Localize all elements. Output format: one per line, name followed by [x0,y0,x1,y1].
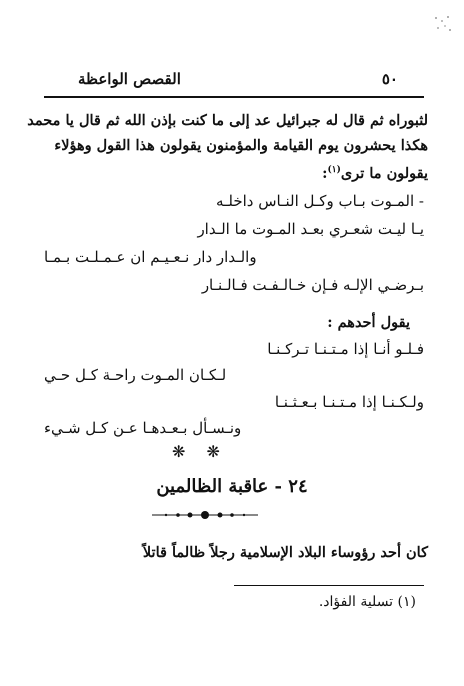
poem-verse: فـلـو أنـا إذا مـتـنـا تـركـنـا [267,340,424,358]
paragraph-line [44,158,428,186]
poem-verse: - المـوت بـاب وكـل النـاس داخلـه [215,192,424,210]
paragraph-line-text: يقولون ما ترى [340,164,428,182]
header-rule [44,96,424,98]
poem-verse: والـدار دار نـعـيـم ان عـمـلـت بـمـا [44,248,257,266]
ornament-divider [150,508,260,522]
section-separator: ❋ ❋ [172,442,228,461]
paragraph-line: هكذا يحشرون يوم القيامة والمؤمنون يقولون هذا القول وهؤلاء [54,137,428,154]
footnote: (١) تسلية الفؤاد. [318,594,416,610]
poem-verse: ونـسـأل بـعـدهـا عـن كـل شـيء [44,419,242,437]
poem-verse: لـكـان المـوت راحـة كـل حـي [44,366,227,384]
paragraph-line: لثبوراه ثم قال له جبرائيل عد إلى ما كنت بإذن الله ثم قال يا محمد [27,112,428,129]
footnote-rule [234,585,424,586]
page-number: ٥٠ [381,70,398,88]
paragraph-line: كان أحد رؤوساء البلاد الإسلامية رجلاً ظالماً قاتلاً [142,544,428,561]
footnote-reference: (١) [327,165,341,175]
paragraph-line-colon: : [322,164,328,182]
scan-speckle-mark [430,12,454,36]
poem-verse: ولـكـنـا إذا مـتـنـا بـعـثـنـا [274,393,424,411]
poem-verse: بـرضـي الإلـه فـإن خـالـفـت فـالـنـار [201,276,424,294]
poem-verse: يـا ليـت شعـري بعـد المـوت ما الـدار [197,220,424,238]
poem-intro: يقول أحدهم : [327,314,410,331]
section-heading: ٢٤ - عاقبة الظالمين [156,476,308,497]
book-title: القصص الواعظة [78,70,181,88]
